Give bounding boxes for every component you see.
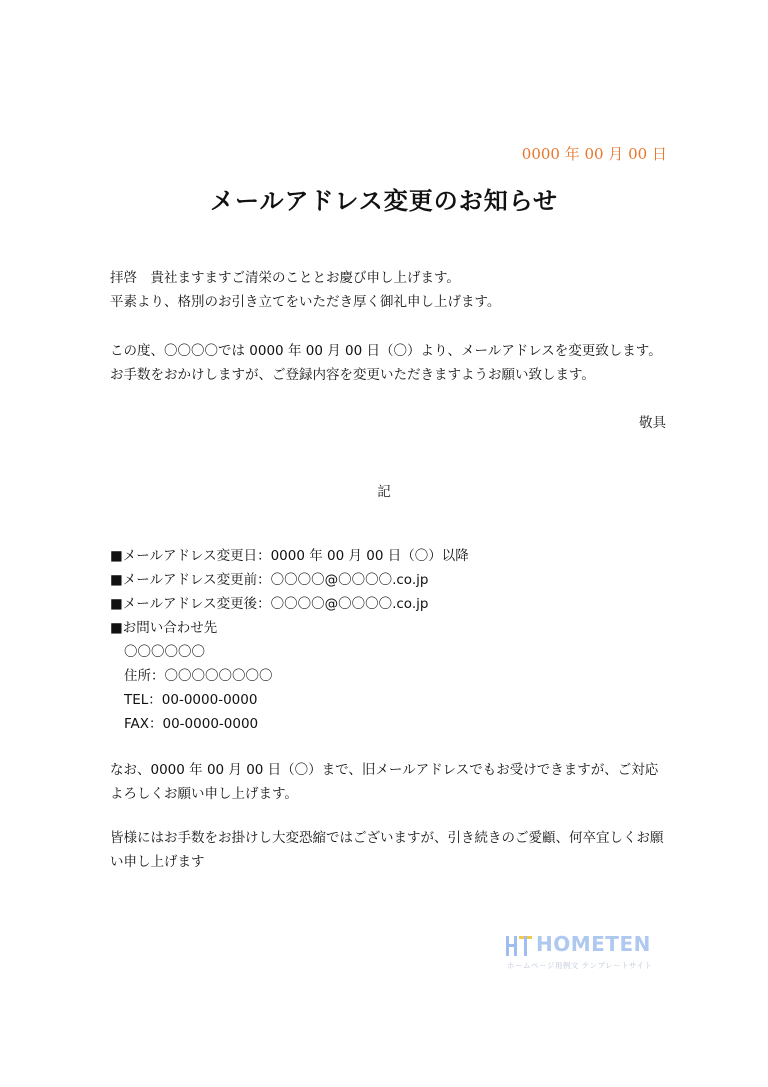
document-date: 0000 年 00 月 00 日 <box>521 145 667 163</box>
record-contact-fax: FAX：00-0000-0000 <box>124 716 259 732</box>
record-contact-heading: ■お問い合わせ先 <box>110 620 218 636</box>
greeting-line-2: 平素より、格別のお引き立てをいただき厚く御礼申し上げます。 <box>110 294 501 310</box>
greeting-line-1: 拝啓 貴社ますますご清栄のこととお慶び申し上げます。 <box>110 270 460 286</box>
record-heading: 記 <box>377 484 391 500</box>
note-line-1: なお、0000 年 00 月 00 日（〇）まで、旧メールアドレスでもお受けできますが、ご対応 <box>110 762 659 778</box>
note-line-3: 皆様にはお手数をお掛けし大変恐縮ではございますが、引き続きのご愛顧、何卒宜しくお願 <box>110 830 664 846</box>
hometen-logo-text: HOMETEN <box>536 932 651 956</box>
hometen-logo-mark-icon <box>506 934 532 956</box>
hometen-logo-tagline: ホームページ用例文 テンプレートサイト <box>507 961 653 970</box>
closing-keigu: 敬具 <box>639 415 666 431</box>
record-contact-name: 〇〇〇〇〇〇 <box>124 644 205 660</box>
document-title: メールアドレス変更のお知らせ <box>209 186 559 215</box>
note-line-2: よろしくお願い申し上げます。 <box>110 786 298 802</box>
hometen-logo <box>506 932 656 972</box>
body-line-1: この度、〇〇〇〇では 0000 年 00 月 00 日（〇）より、メールアドレスを変更致します。 <box>110 343 662 359</box>
body-line-2: お手数をおかけしますが、ご登録内容を変更いただきますようお願い致します。 <box>110 367 595 383</box>
record-contact-tel: TEL：00-0000-0000 <box>124 692 258 708</box>
note-line-4: い申し上げます <box>110 854 205 870</box>
record-address-after: ■メールアドレス変更後：〇〇〇〇@〇〇〇〇.co.jp <box>110 596 429 612</box>
record-change-date: ■メールアドレス変更日：0000 年 00 月 00 日（〇）以降 <box>110 548 469 564</box>
record-contact-address: 住所：〇〇〇〇〇〇〇〇 <box>124 668 273 684</box>
record-address-before: ■メールアドレス変更前：〇〇〇〇@〇〇〇〇.co.jp <box>110 572 429 588</box>
